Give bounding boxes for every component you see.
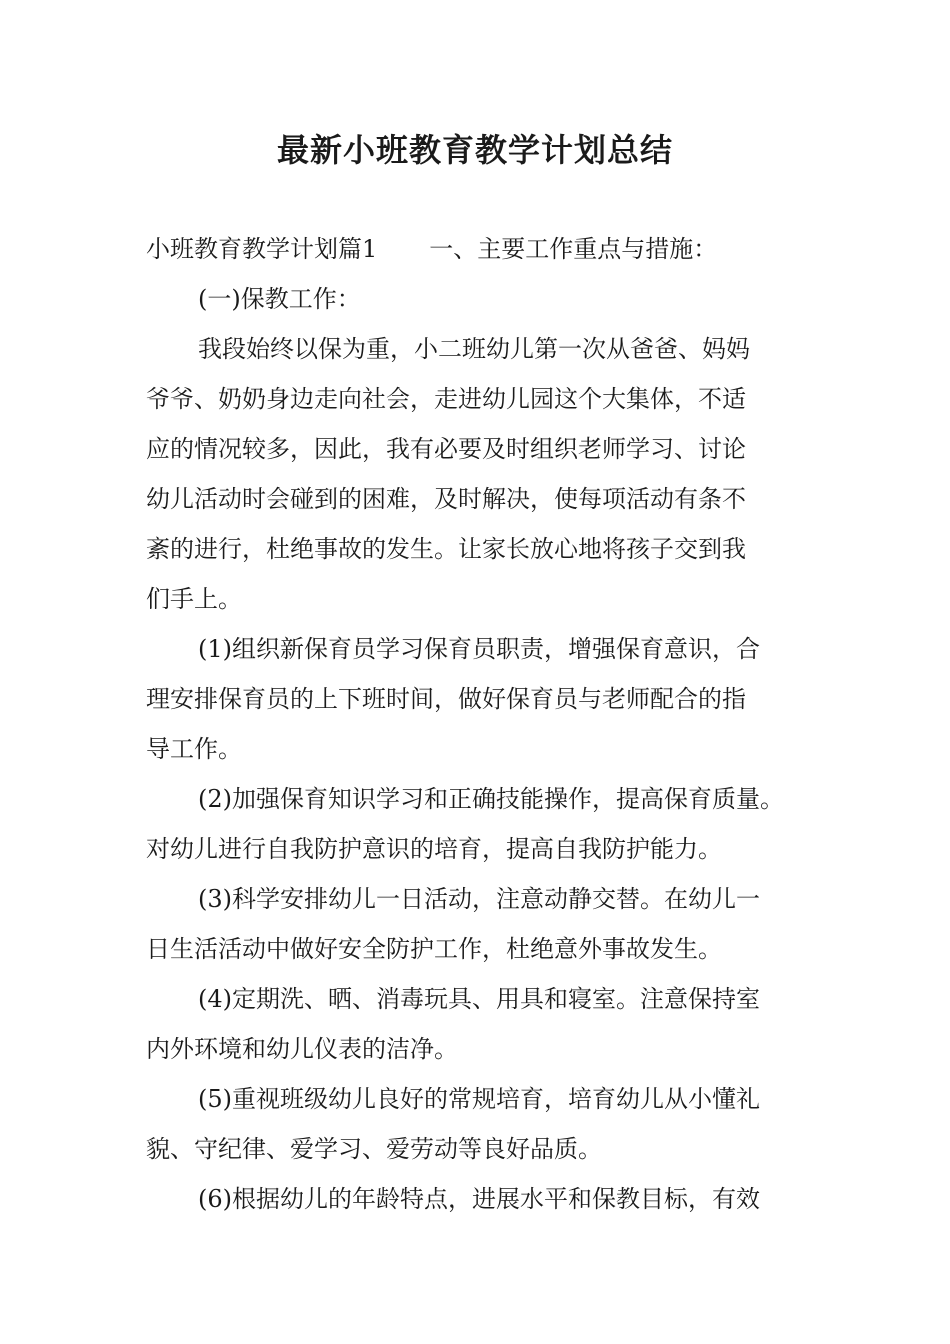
text-line: 应的情况较多，因此，我有必要及时组织老师学习、讨论: [146, 435, 746, 463]
paragraph-lines: [146, 274, 816, 1224]
text-line: (一)保教工作：: [198, 285, 361, 313]
text-line: 们手上。: [146, 585, 242, 613]
text-line: 对幼儿进行自我防护意识的培育，提高自我防护能力。: [146, 835, 722, 863]
text-line: 幼儿活动时会碰到的困难，及时解决，使每项活动有条不: [146, 485, 746, 513]
text-line: 貌、守纪律、爱学习、爱劳动等良好品质。: [146, 1135, 602, 1163]
section-label: 小班教育教学计划篇1: [146, 235, 378, 263]
section-heading: 一、主要工作重点与措施：: [429, 235, 718, 263]
text-line: (4)定期洗、晒、消毒玩具、用具和寝室。注意保持室: [198, 985, 760, 1013]
text-line: 日生活活动中做好安全防护工作，杜绝意外事故发生。: [146, 935, 722, 963]
section-heading-line: [146, 224, 816, 274]
text-line: 导工作。: [146, 735, 242, 763]
text-line: (3)科学安排幼儿一日活动，注意动静交替。在幼儿一: [198, 885, 760, 913]
text-line: (5)重视班级幼儿良好的常规培育，培育幼儿从小懂礼: [198, 1085, 760, 1113]
text-line: (1)组织新保育员学习保育员职责，增强保育意识，合: [198, 635, 760, 663]
text-line: 爷爷、奶奶身边走向社会，走进幼儿园这个大集体，不适: [146, 385, 746, 413]
document-title: 最新小班教育教学计划总结: [276, 131, 673, 169]
text-line: (2)加强保育知识学习和正确技能操作，提高保育质量。: [198, 785, 784, 813]
text-line: 紊的进行，杜绝事故的发生。让家长放心地将孩子交到我: [146, 535, 746, 563]
document-body: [146, 224, 816, 1224]
text-line: (6)根据幼儿的年龄特点，进展水平和保教目标，有效: [198, 1185, 760, 1213]
text-line: 理安排保育员的上下班时间，做好保育员与老师配合的指: [146, 685, 746, 713]
text-line: 我段始终以保为重，小二班幼儿第一次从爸爸、妈妈: [198, 335, 750, 363]
text-line: 内外环境和幼儿仪表的洁净。: [146, 1035, 458, 1063]
